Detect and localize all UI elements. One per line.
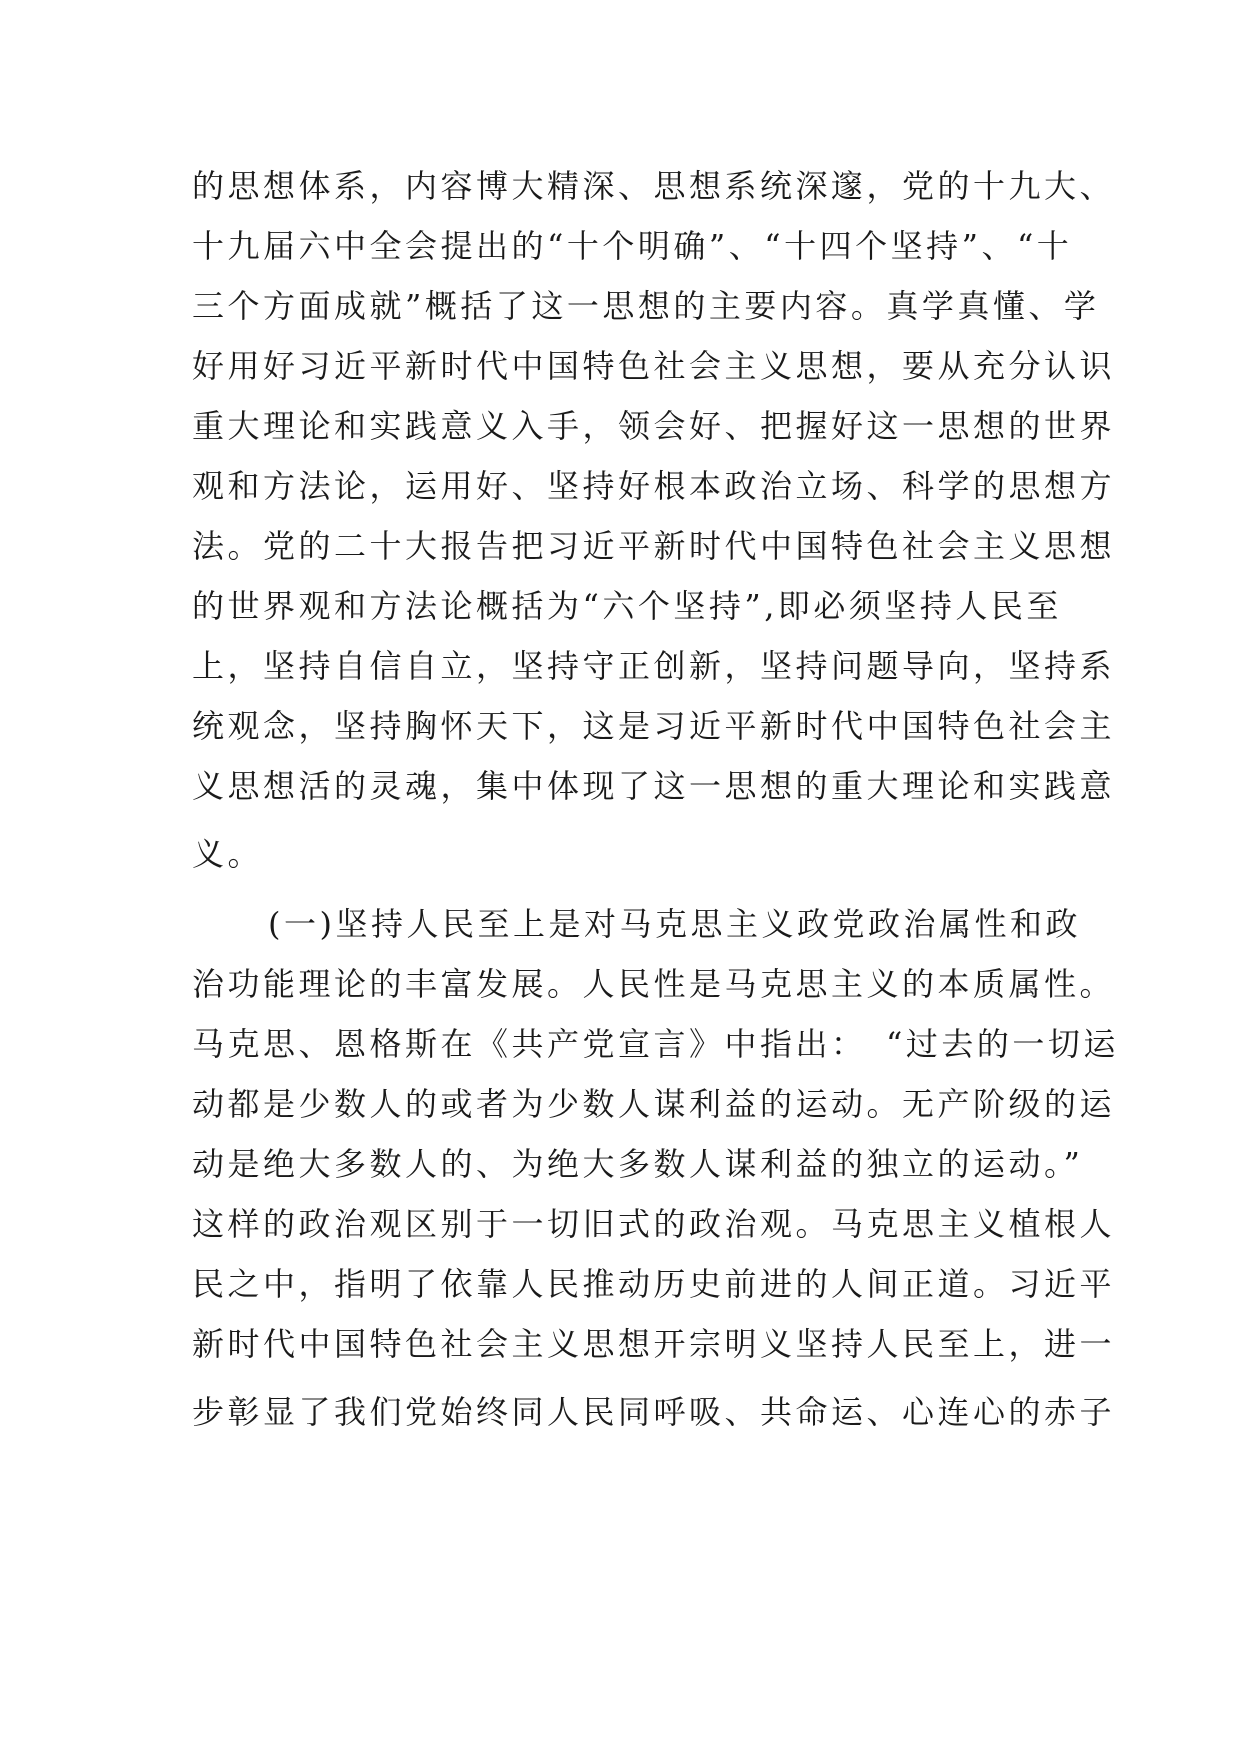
- text-line: 步彰显了我们党始终同人民同呼吸、共命运、心连心的赤子: [192, 1393, 1116, 1431]
- text-line: 治功能理论的丰富发展。人民性是马克思主义的本质属性。: [192, 965, 1116, 1003]
- text-line: 十九届六中全会提出的“十个明确”、“十四个坚持”、“十: [192, 227, 1073, 265]
- text-line: 三个方面成就”概括了这一思想的主要内容。真学真懂、学: [192, 287, 1100, 325]
- text-line: 法。党的二十大报告把习近平新时代中国特色社会主义思想: [192, 527, 1116, 565]
- text-line: 义。: [192, 835, 264, 873]
- text-line: 的世界观和方法论概括为“六个坚持”,即必须坚持人民至: [192, 587, 1062, 625]
- text-line: 马克思、恩格斯在《共产党宣言》中指出： “过去的一切运: [192, 1025, 1119, 1063]
- text-line: 上，坚持自信自立，坚持守正创新，坚持问题导向，坚持系: [192, 647, 1116, 685]
- text-line: 观和方法论，运用好、坚持好根本政治立场、科学的思想方: [192, 467, 1116, 505]
- text-line: 动都是少数人的或者为少数人谋利益的运动。无产阶级的运: [192, 1085, 1116, 1123]
- text-line: 统观念，坚持胸怀天下，这是习近平新时代中国特色社会主: [192, 707, 1116, 745]
- text-line: 民之中，指明了依靠人民推动历史前进的人间正道。习近平: [192, 1265, 1116, 1303]
- text-line: 义思想活的灵魂，集中体现了这一思想的重大理论和实践意: [192, 767, 1116, 805]
- text-line: 新时代中国特色社会主义思想开宗明义坚持人民至上，进一: [192, 1325, 1116, 1363]
- text-line: 好用好习近平新时代中国特色社会主义思想，要从充分认识: [192, 347, 1116, 385]
- text-line: 动是绝大多数人的、为绝大多数人谋利益的独立的运动。”: [192, 1145, 1084, 1183]
- text-line: 这样的政治观区别于一切旧式的政治观。马克思主义植根人: [192, 1205, 1116, 1243]
- text-line: 的思想体系，内容博大精深、思想系统深邃，党的十九大、: [192, 167, 1116, 205]
- section-heading-line: (一)坚持人民至上是对马克思主义政党政治属性和政: [268, 905, 1081, 943]
- text-line: 重大理论和实践意义入手，领会好、把握好这一思想的世界: [192, 407, 1116, 445]
